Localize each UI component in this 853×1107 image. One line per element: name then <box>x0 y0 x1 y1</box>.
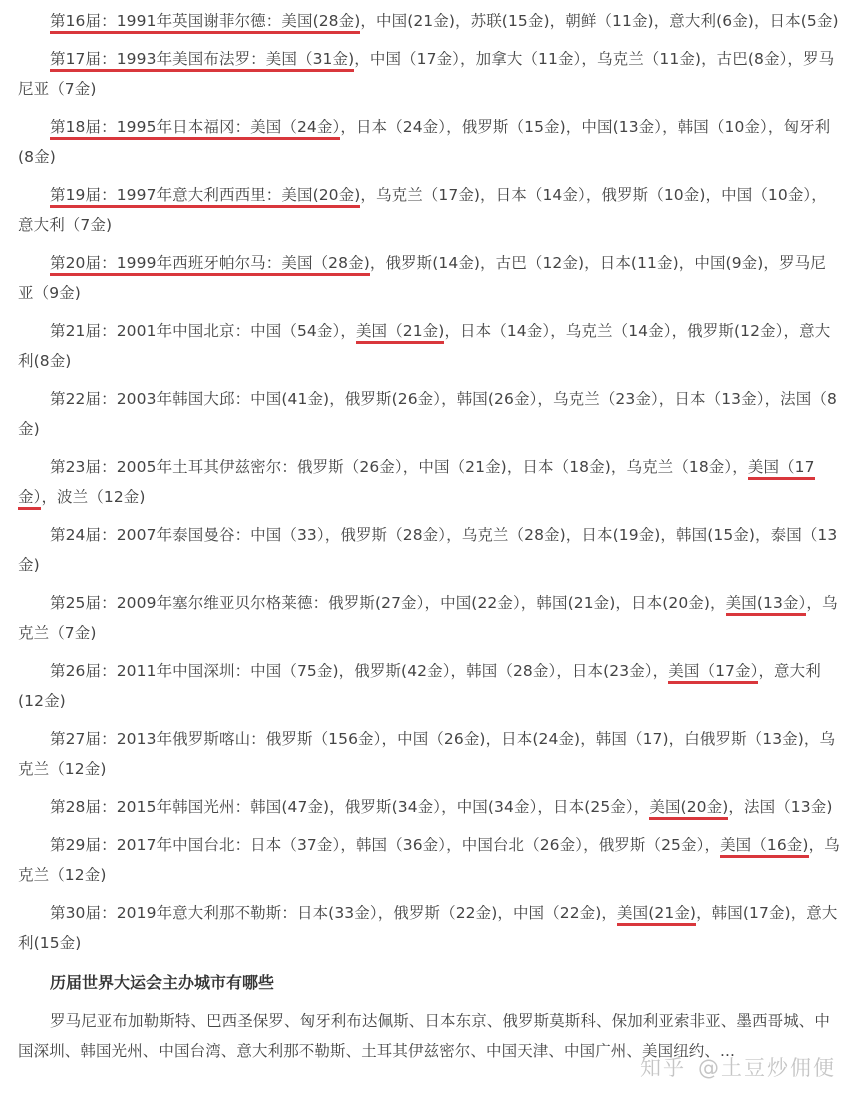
paragraph-text: 第22届：2003年韩国大邱：中国(41金)，俄罗斯(26金），韩国(26金），乌克兰（23金），日本（13金），法国（8金) <box>18 390 837 438</box>
paragraph-text: ，中国（17金），加拿大（11金），乌克兰（11金)，古巴(8金），罗马尼亚（7金) <box>18 50 835 98</box>
usa-highlight: 美国（16金) <box>720 836 808 858</box>
usa-highlight: 美国（17金） <box>668 662 758 684</box>
medal-paragraph <box>18 588 840 648</box>
usa-highlight: 美国（17金） <box>18 458 815 510</box>
paragraph-text: 第23届：2005年土耳其伊兹密尔：俄罗斯（26金），中国（21金)，日本（18金)，乌克兰（18金）， <box>50 458 748 476</box>
medal-paragraph <box>18 248 840 308</box>
medal-paragraph <box>18 44 840 104</box>
paragraph-text: 第28届：2015年韩国光州：韩国(47金)，俄罗斯(34金），中国(34金），日本(25金）， <box>50 798 650 816</box>
watermark-author: @土豆炒佣便 <box>698 1056 836 1080</box>
usa-highlight: 第20届：1999年西班牙帕尔马：美国（28金) <box>50 254 370 276</box>
paragraph-text: ，波兰（12金) <box>41 488 146 506</box>
paragraph-text: 第30届：2019年意大利那不勒斯：日本(33金），俄罗斯（22金)，中国（22金)， <box>50 904 618 922</box>
paragraph-text: 第29届：2017年中国台北：日本（37金），韩国（36金），中国台北（26金），俄罗斯（25金）， <box>50 836 721 854</box>
paragraph-text: 第27届：2013年俄罗斯喀山：俄罗斯（156金），中国（26金)，日本(24金)，韩国（17)，白俄罗斯（13金)，乌克兰（12金) <box>18 730 836 778</box>
zhihu-watermark <box>640 1052 836 1082</box>
usa-highlight: 美国(20金) <box>649 798 728 820</box>
medal-paragraph <box>18 830 840 890</box>
medal-paragraph <box>18 112 840 172</box>
medal-paragraph <box>18 384 840 444</box>
medal-paragraph <box>18 180 840 240</box>
usa-highlight: 美国（21金) <box>356 322 444 344</box>
paragraph-text: 第25届：2009年塞尔维亚贝尔格莱德：俄罗斯(27金），中国(22金），韩国(21金)，日本(20金)， <box>50 594 726 612</box>
paragraph-text: ，俄罗斯(14金)，古巴（12金)，日本(11金)，中国(9金)，罗马尼亚（9金) <box>18 254 826 302</box>
article-body <box>18 0 840 1074</box>
medal-paragraph <box>18 898 840 958</box>
host-cities-paragraph: 罗马尼亚布加勒斯特、巴西圣保罗、匈牙利布达佩斯、日本东京、俄罗斯莫斯科、保加利亚索非亚、墨西哥城、中国深圳、韩国光州、中国台湾、意大利那不勒斯、土耳其伊兹密尔、中国天津、中国广州、美国纽约、... <box>18 1012 831 1060</box>
paragraph-text: ，韩国(17金)，意大利(15金) <box>18 904 838 952</box>
paragraph-text: ，中国(21金)，苏联(15金)，朝鲜（11金)，意大利(6金)，日本(5金) <box>360 12 839 30</box>
paragraph-text: ，意大利(12金) <box>18 662 821 710</box>
usa-highlight: 美国(13金） <box>726 594 807 616</box>
usa-highlight: 第19届：1997年意大利西西里：美国(20金) <box>50 186 360 208</box>
usa-highlight: 第16届：1991年英国谢菲尔德：美国(28金) <box>50 12 360 34</box>
paragraph-text: ，日本（14金），乌克兰（14金），俄罗斯(12金），意大利(8金) <box>18 322 831 370</box>
usa-highlight: 第18届：1995年日本福冈：美国（24金） <box>50 118 340 140</box>
medal-paragraph-list <box>18 6 840 958</box>
medal-paragraph <box>18 316 840 376</box>
section-heading: 历届世界大运会主办城市有哪些 <box>50 973 275 992</box>
watermark-site: 知乎 <box>640 1056 686 1080</box>
paragraph-text: 第21届：2001年中国北京：中国（54金）， <box>50 322 356 340</box>
medal-paragraph <box>18 520 840 580</box>
paragraph-text: ，乌克兰（17金)，日本（14金），俄罗斯（10金)，中国（10金），意大利（7金) <box>18 186 827 234</box>
paragraph-text: ，乌克兰（12金) <box>18 836 840 884</box>
medal-paragraph <box>18 724 840 784</box>
paragraph-text: 第24届：2007年泰国曼谷：中国（33），俄罗斯（28金），乌克兰（28金)，日本(19金)，韩国(15金)，泰国（13金) <box>18 526 838 574</box>
paragraph-text: 第26届：2011年中国深圳：中国（75金)，俄罗斯(42金），韩国（28金），日本(23金）， <box>50 662 669 680</box>
medal-paragraph <box>18 452 840 512</box>
medal-paragraph <box>18 656 840 716</box>
paragraph-text: ，法国（13金) <box>728 798 833 816</box>
usa-highlight: 美国(21金) <box>617 904 696 926</box>
medal-paragraph <box>18 6 840 36</box>
medal-paragraph <box>18 792 840 822</box>
paragraph-text: ，乌克兰（7金) <box>18 594 838 642</box>
usa-highlight: 第17届：1993年美国布法罗：美国（31金) <box>50 50 354 72</box>
paragraph-text: ，日本（24金），俄罗斯（15金)，中国(13金），韩国（10金），匈牙利(8金) <box>18 118 831 166</box>
